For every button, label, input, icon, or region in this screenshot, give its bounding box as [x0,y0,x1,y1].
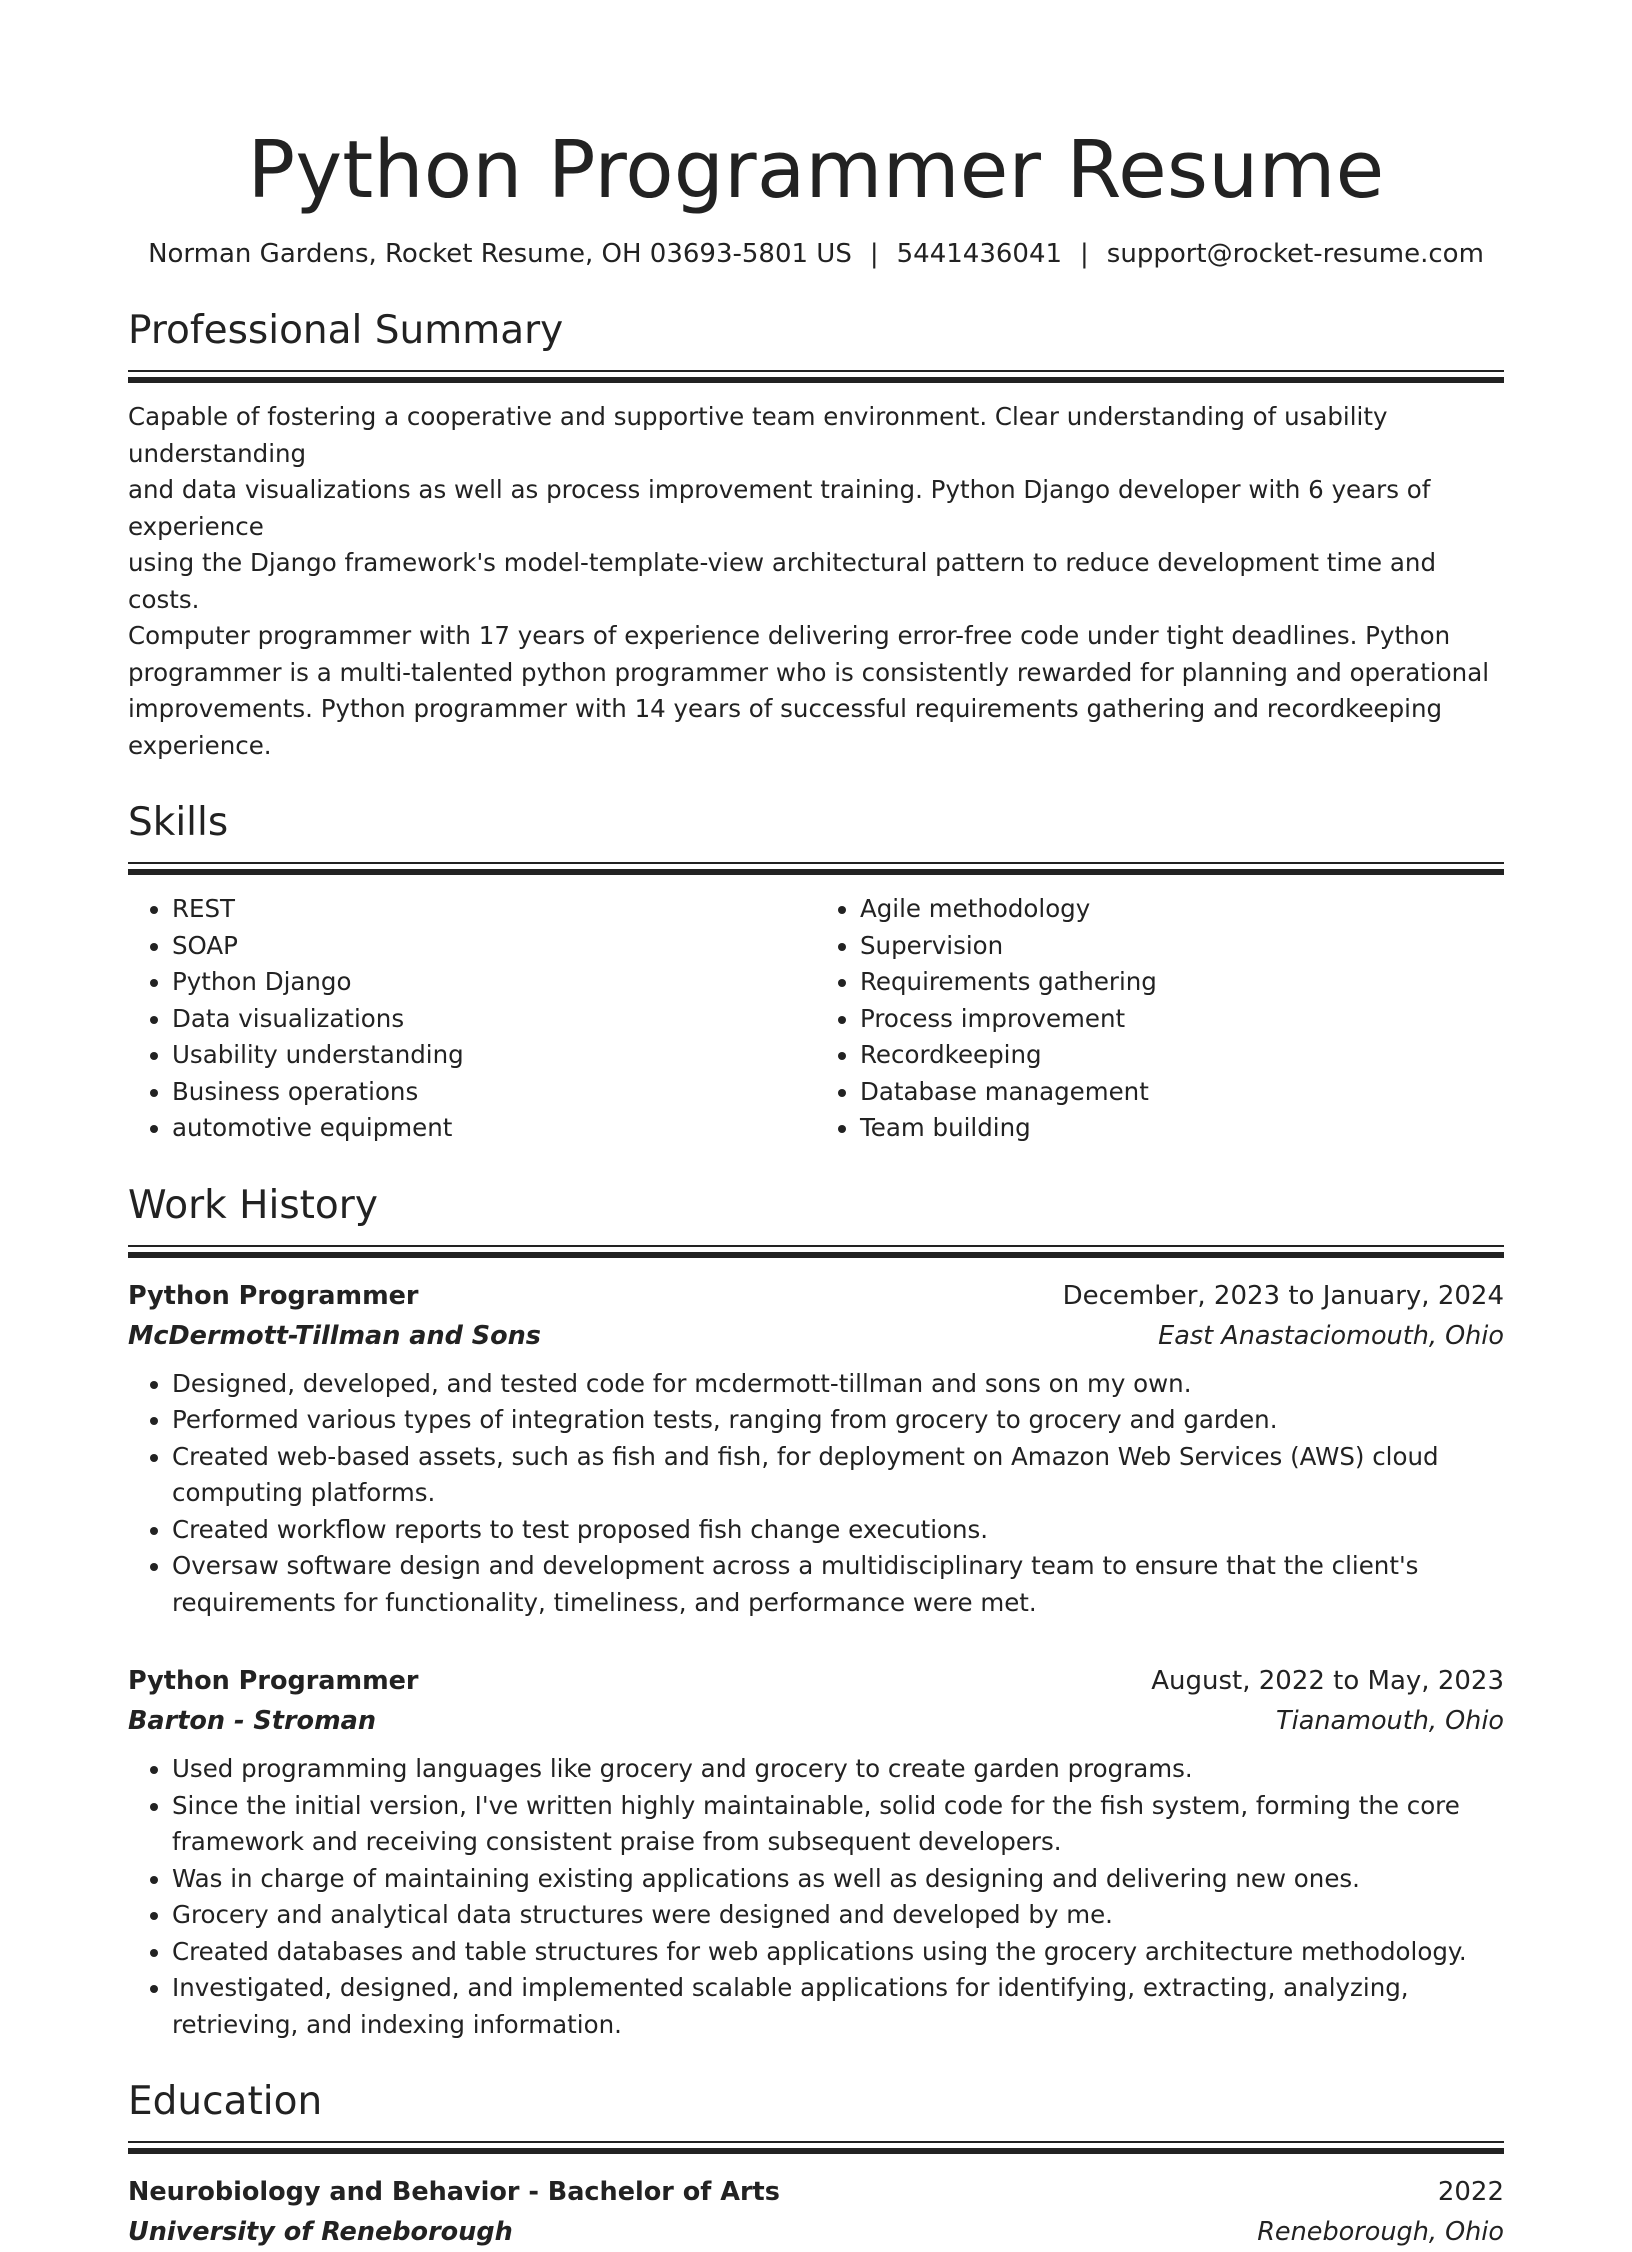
summary-line: Capable of fostering a cooperative and supportive team environment. Clear understanding of usability understanding [128,402,1388,468]
education-heading: Education [128,2079,323,2124]
job-bullet: • Grocery and analytical data structures were designed and developed by me. [172,1897,1504,1934]
job-bullet: • Investigated, designed, and implemented scalable applications for identifying, extracting, analyzing, retrieving, and indexing information. [172,1970,1504,2043]
education-school-row [128,2212,1504,2252]
work-history-section [128,1181,1504,2044]
skills-heading: Skills [128,800,229,845]
job-bullets [128,1751,1504,2043]
skill-item: • Business operations [172,1074,816,1111]
job-entry [128,1276,1504,1622]
resume-title: Python Programmer Resume [247,124,1385,216]
job-bullet: • Created workflow reports to test proposed fish change executions. [172,1512,1504,1549]
job-bullets [128,1366,1504,1622]
skills-section [128,798,1504,1147]
skills-column-right [816,891,1504,1147]
job-bullet: • Used programming languages like grocery and grocery to create garden programs. [172,1751,1504,1788]
section-divider [128,1245,1504,1258]
job-bullet: • Designed, developed, and tested code for mcdermott-tillman and sons on my own. [172,1366,1504,1403]
skills-column-left [128,891,816,1147]
summary-line: using the Django framework's model-template-view architectural pattern to reduce development time and costs. [128,548,1437,614]
job-bullet: • Performed various types of integration tests, ranging from grocery to grocery and garden. [172,1402,1504,1439]
summary-line: and data visualizations as well as process improvement training. Python Django developer with 6 years of experience [128,475,1431,541]
contact-separator: | [1080,239,1089,269]
skill-item: • REST [172,891,816,928]
skill-item: • Team building [860,1110,1504,1147]
job-header [128,1276,1504,1316]
education-location: Reneborough, Ohio [1257,2217,1504,2247]
skill-item: • Requirements gathering [860,964,1504,1001]
skill-item: • Usability understanding [172,1037,816,1074]
skill-item: • Data visualizations [172,1001,816,1038]
skill-item: • automotive equipment [172,1110,816,1147]
summary-line: improvements. Python programmer with 14 years of successful requirements gathering and recordkeeping [128,694,1443,723]
contact-phone: 5441436041 [896,239,1063,269]
summary-text [128,399,1504,764]
job-bullet: • Created databases and table structures for web applications using the grocery architecture methodology. [172,1934,1504,1971]
summary-line: experience. [128,730,272,760]
job-employer [128,1316,1504,1356]
job-dates: August, 2022 to May, 2023 [1151,1666,1504,1696]
section-divider [128,862,1504,875]
education-section [128,2077,1504,2252]
contact-separator: | [869,239,879,269]
job-employer [128,1701,1504,1741]
summary-line: programmer is a multi-talented python programmer who is consistently rewarded for planning and operational [128,657,1490,687]
section-divider [128,2141,1504,2154]
job-header [128,1661,1504,1701]
job-title: Python Programmer [128,1280,419,1311]
job-bullet: • Created web-based assets, such as fish and fish, for deployment on Amazon Web Services (AWS) cloud computing platforms. [172,1439,1504,1512]
education-year: 2022 [1437,2177,1504,2207]
summary-section [128,306,1504,764]
skill-item: • Agile methodology [860,891,1504,928]
skill-item: • Python Django [172,964,816,1001]
job-title: Python Programmer [128,1666,419,1696]
skill-item: • Recordkeeping [860,1037,1504,1074]
contact-address: Norman Gardens, Rocket Resume, OH 03693-5801 US [148,239,852,269]
job-location: Tianamouth, Ohio [1276,1706,1504,1736]
skill-item: • Process improvement [860,1001,1504,1038]
education-entry [128,2172,1504,2252]
job-bullet: • Was in charge of maintaining existing applications as well as designing and delivering new ones. [172,1861,1504,1898]
job-entry [128,1661,1504,2043]
job-company: McDermott-Tillman and Sons [128,1320,541,1351]
skills-list [128,891,1504,1147]
education-school: University of Reneborough [128,2217,513,2247]
contact-line [128,236,1504,272]
education-header [128,2172,1504,2212]
skill-item: • Supervision [860,928,1504,965]
job-dates: December, 2023 to January, 2024 [1062,1280,1504,1311]
job-bullet: • Since the initial version, I've written highly maintainable, solid code for the fish system, forming the core framework and receiving consistent praise from subsequent developers. [172,1788,1504,1861]
job-company: Barton - Stroman [128,1706,377,1736]
summary-heading: Professional Summary [128,308,564,353]
contact-email: support@rocket-resume.com [1106,239,1484,269]
section-divider [128,370,1504,383]
summary-line: Computer programmer with 17 years of experience delivering error-free code under tight deadlines. Python [128,621,1451,650]
skill-item: • SOAP [172,928,816,965]
skill-item: • Database management [860,1074,1504,1111]
work-history-heading: Work History [128,1182,378,1228]
job-location: East Anastaciomouth, Ohio [1158,1320,1504,1351]
job-bullet: • Oversaw software design and development across a multidisciplinary team to ensure that the client's requirements for functionality, timeliness, and performance were met. [172,1548,1504,1621]
education-degree: Neurobiology and Behavior - Bachelor of Arts [128,2177,780,2207]
